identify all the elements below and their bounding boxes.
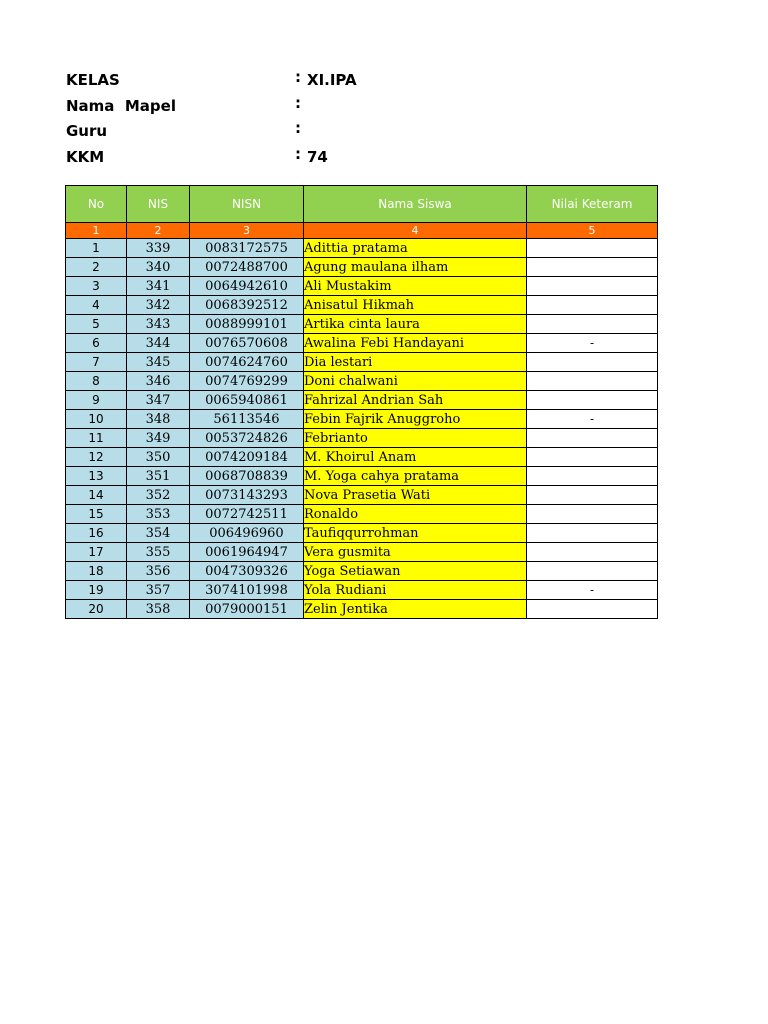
cell-nis: 340	[127, 258, 190, 277]
column-header-nisn: NISN	[190, 186, 304, 223]
cell-no: 13	[66, 467, 127, 486]
cell-nisn: 56113546	[190, 410, 304, 429]
cell-nis: 356	[127, 562, 190, 581]
cell-nisn: 0079000151	[190, 600, 304, 619]
cell-nisn: 0068708839	[190, 467, 304, 486]
table-row	[66, 429, 658, 448]
header-colon: :	[295, 144, 301, 163]
cell-nis: 355	[127, 543, 190, 562]
cell-nama-siswa: Dia lestari	[304, 353, 527, 372]
table-row	[66, 410, 658, 429]
table-row	[66, 258, 658, 277]
column-index-cell: 2	[127, 223, 190, 239]
header-label: Nama Mapel	[66, 96, 176, 115]
column-index-cell: 1	[66, 223, 127, 239]
header-colon: :	[295, 93, 301, 112]
cell-no: 15	[66, 505, 127, 524]
cell-nilai-keteram: -	[527, 410, 658, 429]
cell-nama-siswa: Fahrizal Andrian Sah	[304, 391, 527, 410]
table-row	[66, 239, 658, 258]
cell-nisn: 0068392512	[190, 296, 304, 315]
cell-no: 16	[66, 524, 127, 543]
cell-nis: 351	[127, 467, 190, 486]
cell-nisn: 0061964947	[190, 543, 304, 562]
header-colon: :	[295, 119, 301, 137]
cell-nisn: 0047309326	[190, 562, 304, 581]
cell-nisn: 0072742511	[190, 505, 304, 524]
cell-nis: 347	[127, 391, 190, 410]
cell-no: 19	[66, 581, 127, 600]
cell-nis: 344	[127, 334, 190, 353]
cell-nis: 354	[127, 524, 190, 543]
cell-nilai-keteram	[527, 600, 658, 619]
cell-nilai-keteram	[527, 429, 658, 448]
cell-nilai-keteram	[527, 315, 658, 334]
cell-nisn: 0053724826	[190, 429, 304, 448]
cell-nis: 345	[127, 353, 190, 372]
cell-nis: 343	[127, 315, 190, 334]
cell-nama-siswa: Yoga Setiawan	[304, 562, 527, 581]
cell-no: 10	[66, 410, 127, 429]
column-header-nilai-keteram: Nilai Keteram	[527, 186, 658, 223]
cell-nis: 342	[127, 296, 190, 315]
table-row	[66, 486, 658, 505]
table-row	[66, 353, 658, 372]
table-row	[66, 467, 658, 486]
table-header-row	[66, 186, 658, 223]
cell-no: 12	[66, 448, 127, 467]
cell-nis: 358	[127, 600, 190, 619]
cell-nis: 353	[127, 505, 190, 524]
cell-nama-siswa: Adittia pratama	[304, 239, 527, 258]
student-table	[65, 185, 658, 619]
cell-nis: 352	[127, 486, 190, 505]
cell-nilai-keteram: -	[527, 334, 658, 353]
table-body	[66, 223, 658, 619]
cell-nisn: 0074209184	[190, 448, 304, 467]
column-index-cell: 3	[190, 223, 304, 239]
cell-no: 7	[66, 353, 127, 372]
cell-nis: 350	[127, 448, 190, 467]
document-header	[66, 68, 486, 170]
cell-nama-siswa: Zelin Jentika	[304, 600, 527, 619]
cell-nisn: 0083172575	[190, 239, 304, 258]
cell-nama-siswa: Ali Mustakim	[304, 277, 527, 296]
table-row	[66, 391, 658, 410]
cell-nama-siswa: M. Khoirul Anam	[304, 448, 527, 467]
cell-nama-siswa: Febin Fajrik Anuggroho	[304, 410, 527, 429]
cell-no: 17	[66, 543, 127, 562]
cell-nis: 341	[127, 277, 190, 296]
table-row	[66, 581, 658, 600]
table-row	[66, 505, 658, 524]
header-label: KELAS	[66, 71, 120, 89]
cell-nama-siswa: Ronaldo	[304, 505, 527, 524]
column-header-nama-siswa: Nama Siswa	[304, 186, 527, 223]
table-row	[66, 543, 658, 562]
cell-nisn: 0065940861	[190, 391, 304, 410]
cell-nilai-keteram	[527, 448, 658, 467]
table-row	[66, 448, 658, 467]
column-header-nis: NIS	[127, 186, 190, 223]
cell-nisn: 0064942610	[190, 277, 304, 296]
cell-no: 6	[66, 334, 127, 353]
cell-no: 14	[66, 486, 127, 505]
cell-nisn: 0072488700	[190, 258, 304, 277]
cell-nilai-keteram	[527, 372, 658, 391]
cell-no: 5	[66, 315, 127, 334]
cell-nama-siswa: Artika cinta laura	[304, 315, 527, 334]
cell-nilai-keteram: -	[527, 581, 658, 600]
cell-no: 18	[66, 562, 127, 581]
cell-nilai-keteram	[527, 239, 658, 258]
cell-nisn: 0074769299	[190, 372, 304, 391]
cell-nama-siswa: Agung maulana ilham	[304, 258, 527, 277]
cell-nama-siswa: Febrianto	[304, 429, 527, 448]
cell-no: 9	[66, 391, 127, 410]
header-row-guru	[66, 119, 486, 145]
column-index-row	[66, 223, 658, 239]
table-row	[66, 562, 658, 581]
column-index-cell: 5	[527, 223, 658, 239]
cell-nilai-keteram	[527, 486, 658, 505]
cell-no: 1	[66, 239, 127, 258]
cell-nis: 346	[127, 372, 190, 391]
cell-no: 4	[66, 296, 127, 315]
cell-nama-siswa: Anisatul Hikmah	[304, 296, 527, 315]
header-value: XI.IPA	[307, 71, 357, 89]
cell-nisn: 0074624760	[190, 353, 304, 372]
header-label: Guru	[66, 122, 108, 140]
header-row-kelas	[66, 68, 486, 94]
cell-nilai-keteram	[527, 353, 658, 372]
header-label: KKM	[66, 147, 105, 166]
column-header-no: No	[66, 186, 127, 223]
cell-nama-siswa: Nova Prasetia Wati	[304, 486, 527, 505]
cell-nilai-keteram	[527, 258, 658, 277]
cell-nama-siswa: M. Yoga cahya pratama	[304, 467, 527, 486]
table-row	[66, 315, 658, 334]
cell-nisn: 0073143293	[190, 486, 304, 505]
cell-no: 3	[66, 277, 127, 296]
cell-nilai-keteram	[527, 562, 658, 581]
cell-nilai-keteram	[527, 467, 658, 486]
cell-nama-siswa: Taufiqqurrohman	[304, 524, 527, 543]
cell-nis: 357	[127, 581, 190, 600]
cell-no: 8	[66, 372, 127, 391]
cell-nis: 339	[127, 239, 190, 258]
header-colon: :	[295, 68, 301, 86]
table-row	[66, 296, 658, 315]
cell-nama-siswa: Yola Rudiani	[304, 581, 527, 600]
cell-nisn: 0076570608	[190, 334, 304, 353]
header-row-kkm	[66, 145, 486, 171]
header-row-mapel	[66, 94, 486, 120]
cell-nilai-keteram	[527, 391, 658, 410]
cell-nisn: 3074101998	[190, 581, 304, 600]
table-row	[66, 277, 658, 296]
cell-nama-siswa: Awalina Febi Handayani	[304, 334, 527, 353]
column-index-cell: 4	[304, 223, 527, 239]
cell-nama-siswa: Vera gusmita	[304, 543, 527, 562]
cell-nilai-keteram	[527, 505, 658, 524]
table-row	[66, 524, 658, 543]
table-row	[66, 600, 658, 619]
cell-nilai-keteram	[527, 277, 658, 296]
cell-no: 20	[66, 600, 127, 619]
table-row	[66, 334, 658, 353]
cell-nis: 348	[127, 410, 190, 429]
cell-no: 2	[66, 258, 127, 277]
cell-no: 11	[66, 429, 127, 448]
table-row	[66, 372, 658, 391]
header-value: 74	[307, 147, 328, 166]
cell-nilai-keteram	[527, 543, 658, 562]
cell-nilai-keteram	[527, 296, 658, 315]
cell-nis: 349	[127, 429, 190, 448]
cell-nisn: 0088999101	[190, 315, 304, 334]
cell-nilai-keteram	[527, 524, 658, 543]
cell-nama-siswa: Doni chalwani	[304, 372, 527, 391]
cell-nisn: 006496960	[190, 524, 304, 543]
